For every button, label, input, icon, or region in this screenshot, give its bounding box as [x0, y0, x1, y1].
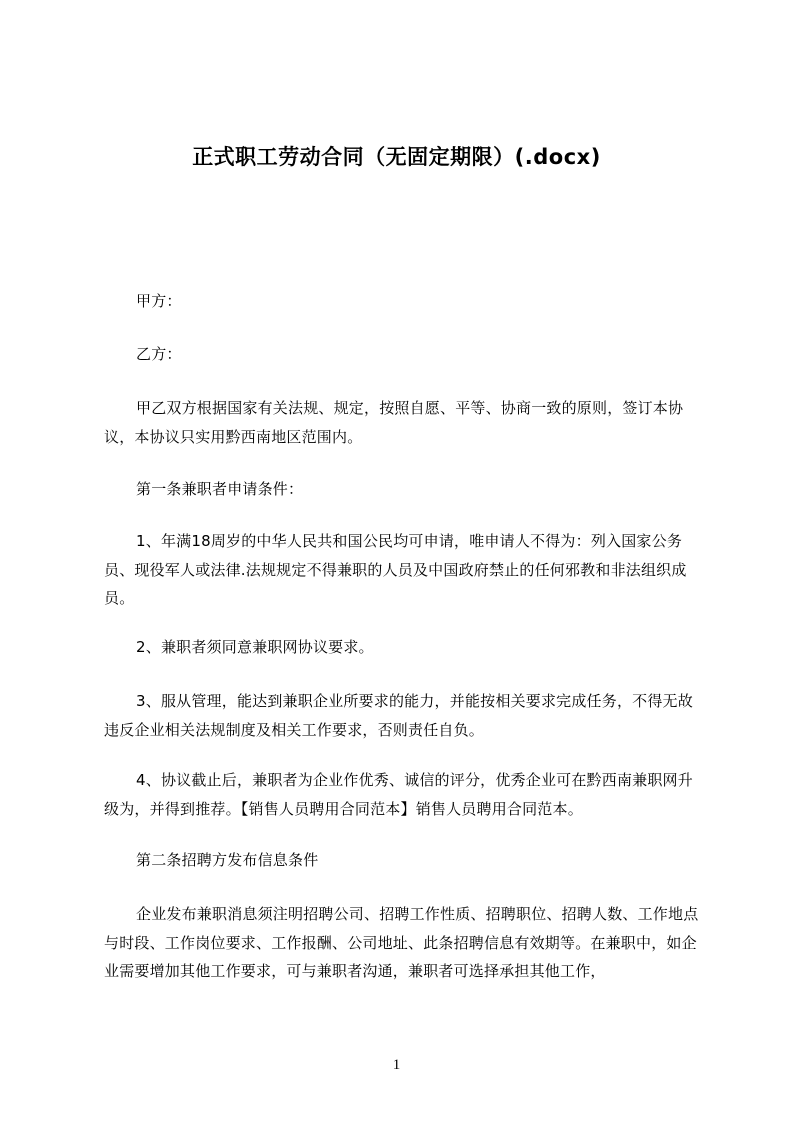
- article-2-paragraph: 企业发布兼职消息须注明招聘公司、招聘工作性质、招聘职位、招聘人数、工作地点与时段、工作岗位要求、工作报酬、公司地址、此条招聘信息有效期等。在兼职中，如企业需要增加其他工作要求，可与兼职者沟通，兼职者可选择承担其他工作，: [104, 905, 699, 980]
- article-1-clause-1: 1、年满18周岁的中华人民共和国公民均可申请，唯申请人不得为：列入国家公务员、现役军人或法律.法规规定不得兼职的人员及中国政府禁止的任何邪教和非法组织成员。: [104, 532, 687, 607]
- article-2-heading: 第二条招聘方发布信息条件: [136, 851, 319, 869]
- document-title: 正式职工劳动合同（无固定期限）(.docx): [192, 145, 601, 169]
- page-number: 1: [392, 1057, 401, 1073]
- party-b-line: 乙方：: [136, 345, 182, 363]
- article-1-heading: 第一条兼职者申请条件：: [136, 480, 304, 498]
- article-1-clause-3: 3、服从管理，能达到兼职企业所要求的能力，并能按相关要求完成任务，不得无故违反企业相关法规制度及相关工作要求，否则责任自负。: [104, 692, 693, 739]
- party-a-line: 甲方：: [136, 292, 182, 310]
- article-1-clause-4: 4、协议截止后，兼职者为企业作优秀、诚信的评分，优秀企业可在黔西南兼职网升级为，并得到推荐。【销售人员聘用合同范本】销售人员聘用合同范本。: [104, 771, 693, 818]
- article-1-clause-2: 2、兼职者须同意兼职网协议要求。: [136, 638, 374, 656]
- preamble-paragraph: 甲乙双方根据国家有关法规、规定，按照自愿、平等、协商一致的原则，签订本协议，本协议只实用黔西南地区范围内。: [104, 399, 684, 446]
